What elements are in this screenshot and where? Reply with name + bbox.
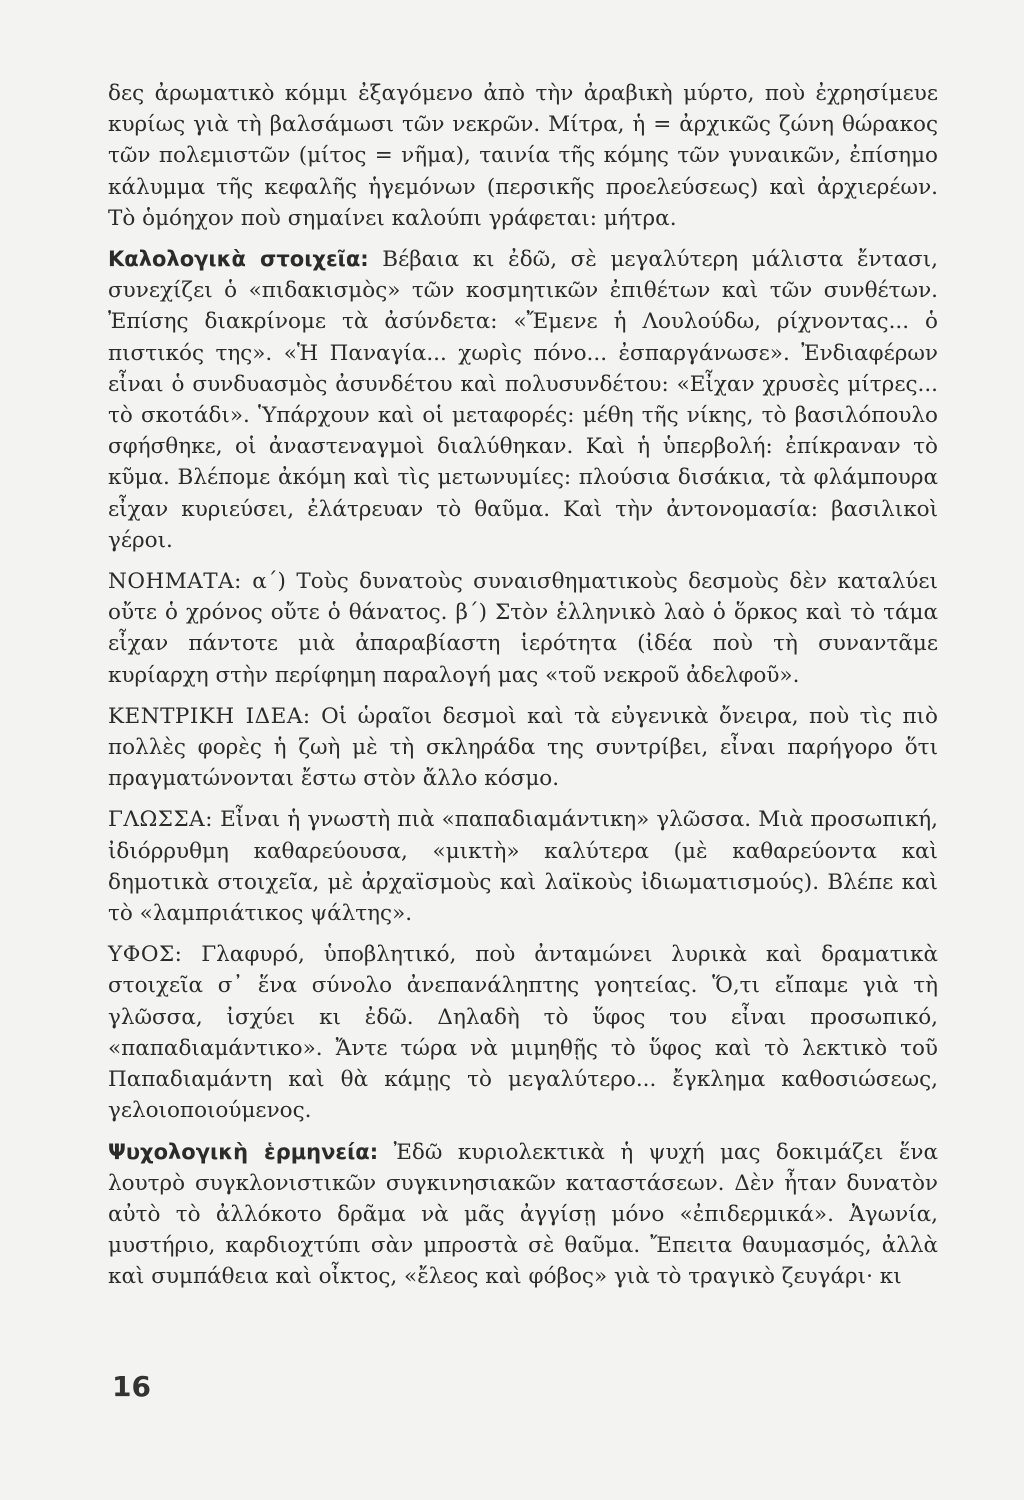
section-heading: Καλολογικὰ στοιχεῖα: xyxy=(108,247,369,272)
section-heading: ΝΟΗΜΑΤΑ: xyxy=(108,569,242,595)
paragraph-glossa xyxy=(108,804,938,929)
paragraph-text: δες ἀρωματικὸ κόμμι ἐξαγόμενο ἀπὸ τὴν ἀραβικὴ μύρτο, ποὺ ἐχρησίμευε κυρίως γιὰ τὴ βαλσάμωσι τῶν νεκρῶν. Μίτρα, ἡ = ἀρχικῶς ζώνη θώρακος τῶν πολεμιστῶν (μίτος = νῆμα), ταινία τῆς κόμης τῶν γυναικῶν, ἐπίσημο κάλυμμα τῆς κεφαλῆς ἡγεμόνων (περσικῆς προελεύσεως) καὶ ἀρχιερέων. Τὸ ὁμόηχον ποὺ σημαίνει καλούπι γράφεται: μήτρα. xyxy=(108,81,938,231)
section-heading: ΓΛΩΣΣΑ: xyxy=(108,807,213,833)
paragraph-continuation xyxy=(108,78,938,234)
page-number: 16 xyxy=(112,1370,151,1403)
section-heading: ΥΦΟΣ: xyxy=(108,942,183,968)
paragraph-psychologiki xyxy=(108,1137,938,1293)
paragraph-text: α΄) Τοὺς δυνατοὺς συναισθηματικοὺς δεσμοὺς δὲν καταλύει οὔτε ὁ χρόνος οὔτε ὁ θάνατος. β΄) Στὸν ἑλληνικὸ λαὸ ὁ ὅρκος καὶ τὸ τάμα εἶχαν πάντοτε μιὰ ἀπαραβίαστη ἱερότητα (ἰδέα ποὺ τὴ συναντᾶμε κυρίαρχη στὴν περίφημη παραλογή μας «τοῦ νεκροῦ ἀδελφοῦ». xyxy=(108,569,938,688)
paragraph-kalologika xyxy=(108,244,938,556)
section-heading: ΚΕΝΤΡΙΚΗ ΙΔΕΑ: xyxy=(108,703,311,729)
paragraph-text: Ἐδῶ κυριολεκτικὰ ἡ ψυχή μας δοκιμάζει ἕνα λουτρὸ συγκλονιστικῶν συγκινησιακῶν καταστάσεων. Δὲν ἦταν δυνατὸν αὐτὸ τὸ ἀλλόκοτο δρᾶμα νὰ μᾶς ἀγγίσῃ μόνο «ἐπιδερμικά». Ἀγωνία, μυστήριο, καρδιοχτύπι σὰν μπροστὰ σὲ θαῦμα. Ἔπειτα θαυμασμός, ἀλλὰ καὶ συμπάθεια καὶ οἶκτος, «ἔλεος καὶ φόβος» γιὰ τὸ τραγικὸ ζευγάρι· κι xyxy=(108,1139,938,1290)
paragraph-kentriki-idea xyxy=(108,701,938,795)
paragraph-noimata xyxy=(108,566,938,691)
paragraph-text: Οἱ ὡραῖοι δεσμοὶ καὶ τὰ εὐγενικὰ ὄνειρα, ποὺ τὶς πιὸ πολλὲς φορὲς ἡ ζωὴ μὲ τὴ σκληράδα της συντρίβει, εἶναι παρήγορο ὅτι πραγματώνονται ἔστω στὸν ἄλλο κόσμο. xyxy=(108,703,938,792)
paragraph-text: Γλαφυρό, ὑποβλητικό, ποὺ ἀνταμώνει λυρικὰ καὶ δραματικὰ στοιχεῖα σ᾽ ἕνα σύνολο ἀνεπανάληπτης γοητείας. Ὅ,τι εἴπαμε γιὰ τὴ γλῶσσα, ἰσχύει κι ἐδῶ. Δηλαδὴ τὸ ὕφος του εἶναι προσωπικό, «παπαδιαμάντικο». Ἄντε τώρα νὰ μιμηθῇς τὸ ὕφος καὶ τὸ λεκτικὸ τοῦ Παπαδιαμάντη καὶ θὰ κάμῃς τὸ μεγαλύτερο... ἔγκλημα καθοσιώσεως, γελοιοποιούμενος. xyxy=(108,942,938,1124)
paragraph-text: Βέβαια κι ἐδῶ, σὲ μεγαλύτερη μάλιστα ἔντασι, συνεχίζει ὁ «πιδακισμὸς» τῶν κοσμητικῶν ἐπιθέτων καὶ τῶν συνθέτων. Ἐπίσης διακρίνομε τὰ ἀσύνδετα: «Ἔμενε ἡ Λουλούδω, ρίχνοντας... ὁ πιστικός της». «Ἡ Παναγία... χωρὶς πόνο... ἐσπαργάνωσε». Ἐνδιαφέρων εἶναι ὁ συνδυασμὸς ἀσυνδέτου καὶ πολυσυνδέτου: «Εἶχαν χρυσὲς μίτρες... τὸ σκοτάδι». Ὑπάρχουν καὶ οἱ μεταφορές: μέθη τῆς νίκης, τὸ βασιλόπουλο σφήσθηκε, οἱ ἀναστεναγμοὶ διαλύθηκαν. Καὶ ἡ ὑπερβολή: ἐπίκραναν τὸ κῦμα. Βλέπομε ἀκόμη καὶ τὶς μετωνυμίες: πλούσια δισάκια, τὰ φλάμπουρα εἶχαν κυριεύσει, ἐλάτρευαν τὸ θαῦμα. Καὶ τὴν ἀντονομασία: βασιλικοὶ γέροι. xyxy=(108,247,938,553)
paragraph-yfos xyxy=(108,939,938,1126)
paragraph-text: Εἶναι ἡ γνωστὴ πιὰ «παπαδιαμάντικη» γλῶσσα. Μιὰ προσωπική, ἰδιόρρυθμη καθαρεύουσα, «μικτὴ» καλύτερα (μὲ καθαρεύοντα καὶ δημοτικὰ στοιχεῖα, μὲ ἀρχαϊσμοὺς καὶ λαϊκοὺς ἰδιωματισμούς). Βλέπε καὶ τὸ «λαμπριάτικος ψάλτης». xyxy=(108,807,938,927)
section-heading: Ψυχολογικὴ ἑρμηνεία: xyxy=(108,1139,379,1164)
page-body xyxy=(108,78,938,1293)
